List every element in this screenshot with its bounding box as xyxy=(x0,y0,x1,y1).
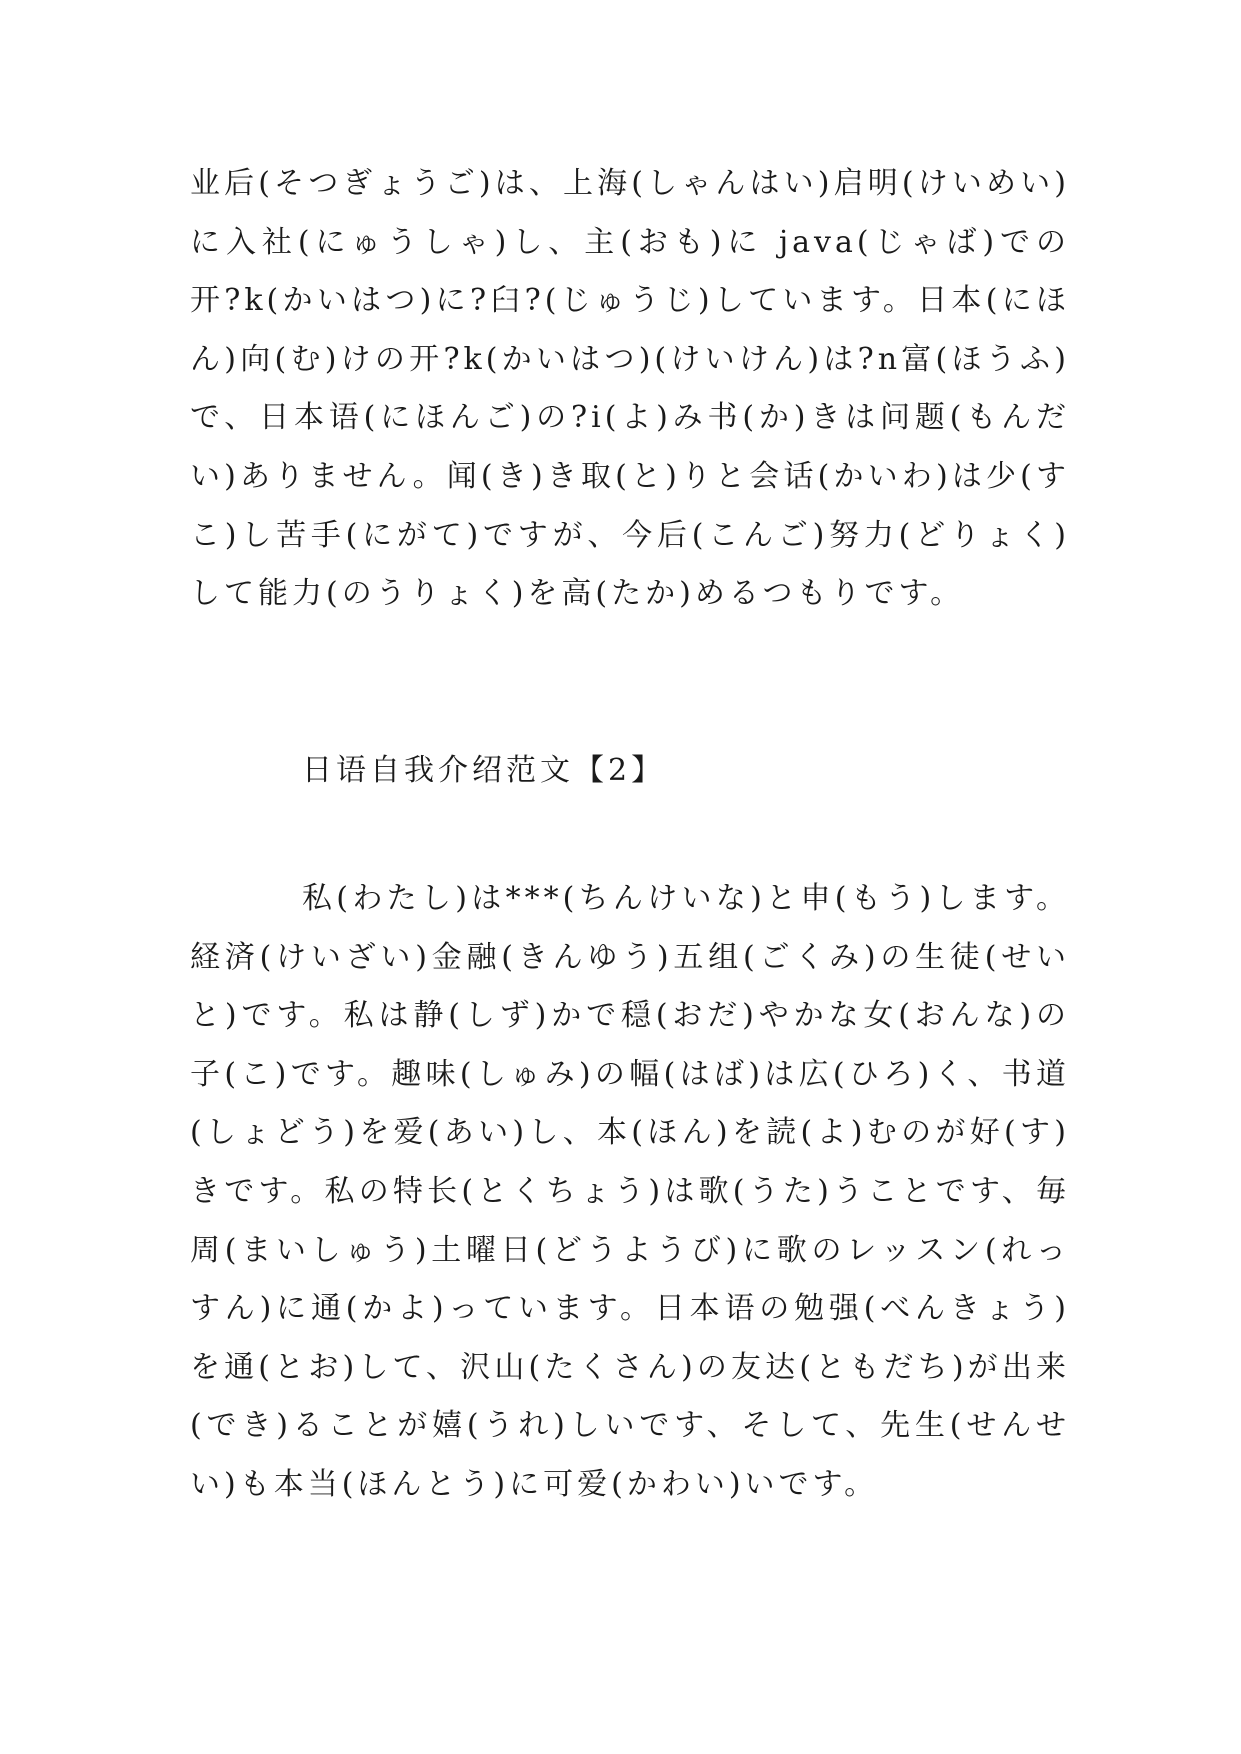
body-paragraph-1: 业后(そつぎょうご)は、上海(しゃんはい)启明(けいめい)に入社(にゅうしゃ)し、主(おも)に java(じゃば)での开?k(かいはつ)に?臼?(じゅうじ)しています。日本(にほん)向(む)けの开?k(かいはつ)(けいけん)は?n富(ほうふ)で、日本语(にほんご)の?i(よ)み书(か)きは问题(もんだい)ありません。闻(き)き取(と)りと会话(かいわ)は少(すこ)し苦手(にがて)ですが、今后(こんご)努力(どりょく)して能力(のうりょく)を高(たか)めるつもりです。 xyxy=(190,166,1070,612)
body-paragraph-2: 私(わたし)は***(ちんけいな)と申(もう)します。経済(けいざい)金融(きんゆう)五组(ごくみ)の生徒(せいと)です。私は静(しず)かで穏(おだ)やかな女(おんな)の子(こ)です。趣味(しゅみ)の幅(はば)は広(ひろ)く、书道(しょどう)を爱(あい)し、本(ほん)を読(よ)むのが好(す)きです。私の特长(とくちょう)は歌(うた)うことです、毎周(まいしゅう)土曜日(どうようび)に歌のレッスン(れっすん)に通(かよ)っています。日本语の勉强(べんきょう)を通(とお)して、沢山(たくさん)の友达(ともだち)が出来(でき)ることが嬉(うれ)しいです、そして、先生(せんせい)も本当(ほんとう)に可爱(かわい)いです。 xyxy=(190,881,1070,1502)
section-heading: 日语自我介绍范文【2】 xyxy=(302,753,666,788)
